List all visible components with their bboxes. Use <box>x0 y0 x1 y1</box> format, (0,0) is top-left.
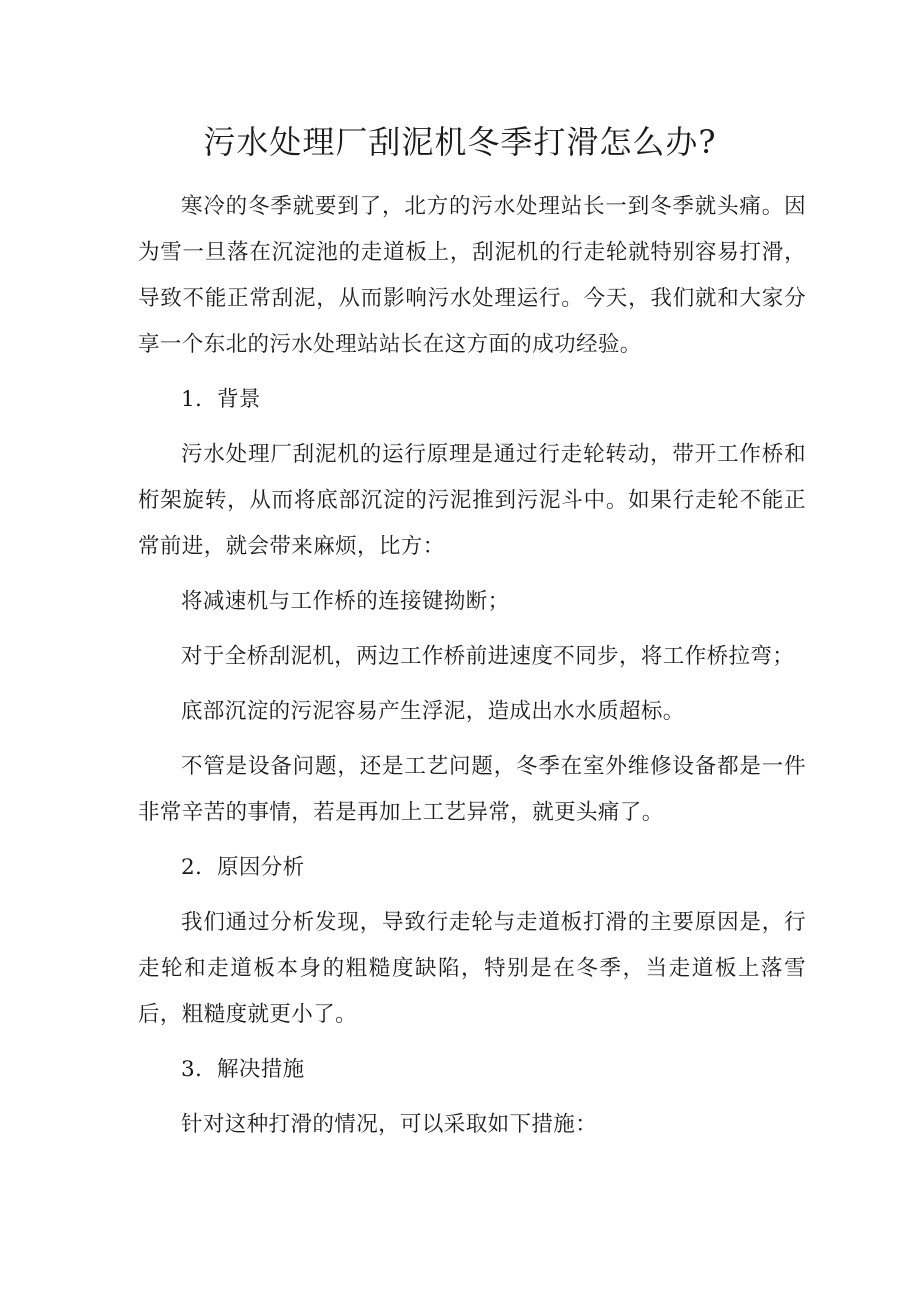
section-heading-solution: 3．解决措施 <box>181 1057 305 1082</box>
paragraph-intro: 寒冷的冬季就要到了，北方的污水处理站长一到冬季就头痛。因为雪一旦落在沉淀池的走道板上，刮泥机的行走轮就特别容易打滑，导致不能正常刮泥，从而影响污水处理运行。今天，我们就和大家分享一个东北的污水处理站站长在这方面的成功经验。 <box>138 194 806 357</box>
section-heading-cause: 2．原因分析 <box>181 855 305 880</box>
paragraph-issue-1: 将减速机与工作桥的连接键拗断； <box>181 589 510 614</box>
paragraph-summary: 不管是设备问题，还是工艺问题，冬季在室外维修设备都是一件非常辛苦的事情，若是再加上工艺异常，就更头痛了。 <box>138 754 806 825</box>
document-body <box>138 184 806 1157</box>
paragraph-solution-intro: 针对这种打滑的情况，可以采取如下措施： <box>181 1112 598 1137</box>
paragraph-issue-2: 对于全桥刮泥机，两边工作桥前进速度不同步，将工作桥拉弯； <box>181 644 795 669</box>
section-heading-background: 1．背景 <box>181 387 261 412</box>
paragraph-principle: 污水处理厂刮泥机的运行原理是通过行走轮转动，带开工作桥和桁架旋转，从而将底部沉淀的污泥推到污泥斗中。如果行走轮不能正常前进，就会带来麻烦，比方： <box>138 442 806 559</box>
paragraph-cause: 我们通过分析发现，导致行走轮与走道板打滑的主要原因是，行走轮和走道板本身的粗糙度缺陷，特别是在冬季，当走道板上落雪后，粗糙度就更小了。 <box>138 910 806 1027</box>
document-title: 污水处理厂刮泥机冬季打滑怎么办? <box>203 123 717 161</box>
paragraph-issue-3: 底部沉淀的污泥容易产生浮泥，造成出水水质超标。 <box>181 699 685 724</box>
